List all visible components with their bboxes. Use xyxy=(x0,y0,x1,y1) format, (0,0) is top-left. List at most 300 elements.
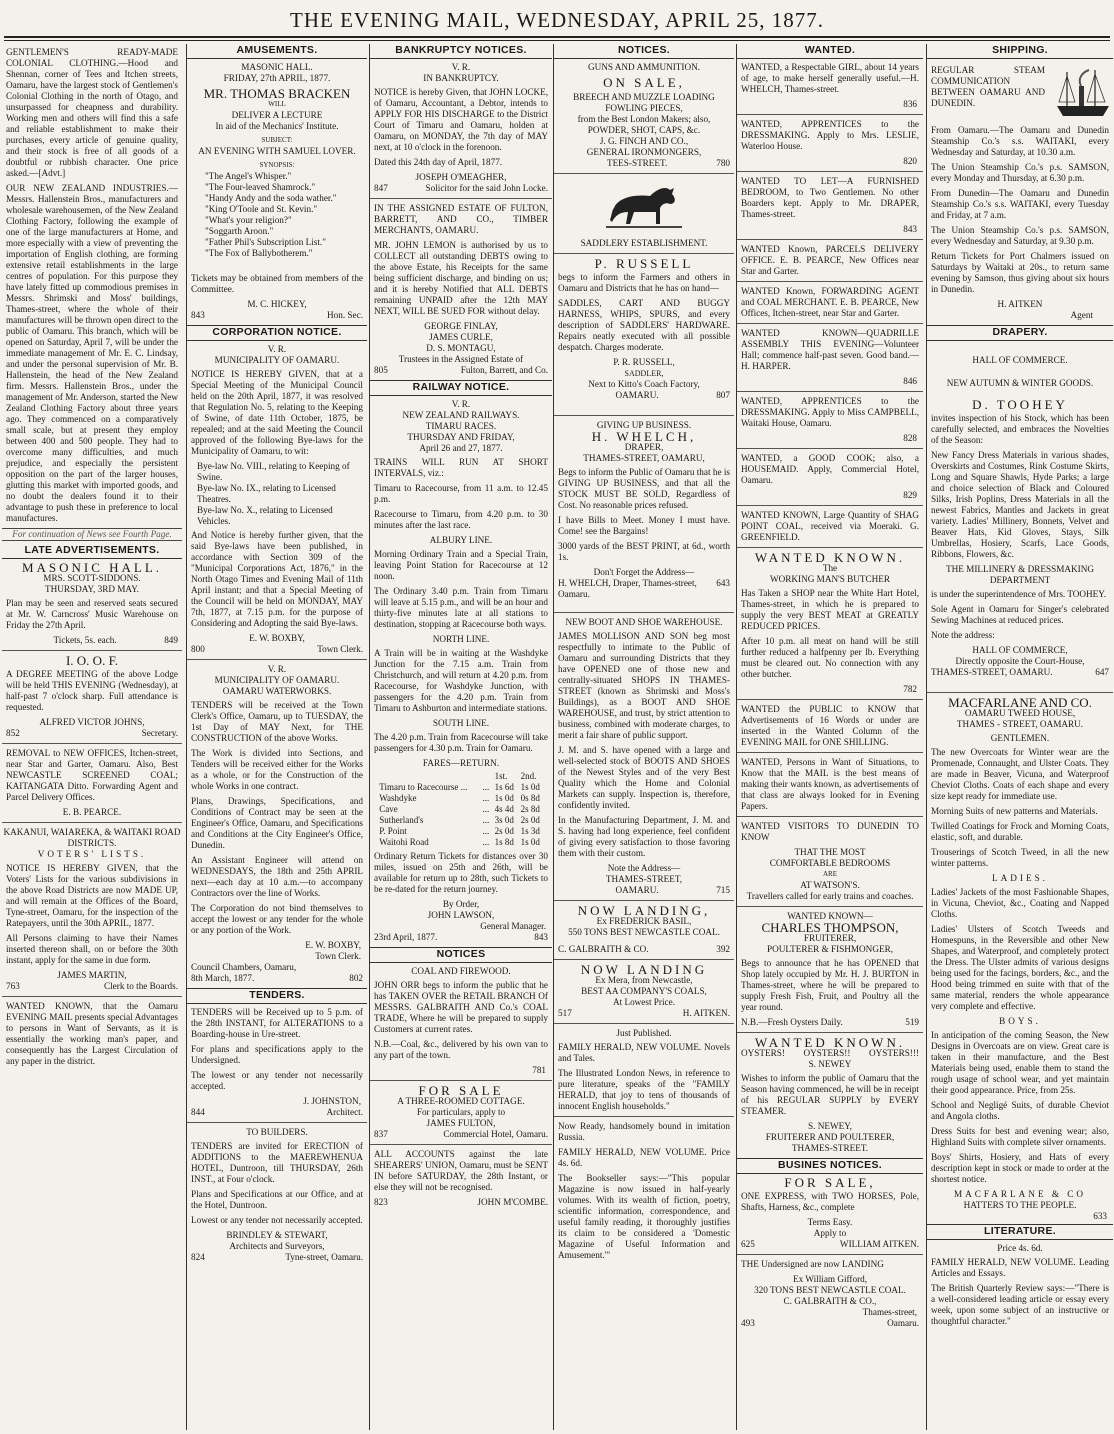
thames: THAMES-STREET, OAMARU, xyxy=(583,453,705,463)
wanted-known-2: WANTED KNOWN— xyxy=(787,911,873,921)
late-ads-header: LATE ADVERTISEMENTS. xyxy=(2,544,182,559)
oysters: OYSTERS! xyxy=(741,1048,785,1058)
clothing-notice: GENTLEMEN'S READY-MADE COLONIAL CLOTHING.—Hood and Shennan, corner of Tees and Itchen streets, Oamaru, have the largest stock of Gentlemen's Colonial Clothing in the north of Otago, and unsurpassed for cheapness and durability. Working men and others will find this a safe and reliable establishment to make their purchases, every article of genuine quality, and their stock is free of all goods of a doubtful or rubbish character. One price asked.—[Advt.] xyxy=(6,47,178,178)
municipality-2: MUNICIPALITY OF OAMARU. xyxy=(214,675,340,685)
tender-1: TENDERS will be Received up to 5 p.m. of the 28th INSTANT, for ALTERATIONS to a Boarding-house in Ure-street. xyxy=(191,1007,363,1039)
shipping-role: Agent xyxy=(1070,310,1093,320)
vr-crest-2: V. R. xyxy=(267,664,287,674)
fares-title: FARES—RETURN. xyxy=(422,758,500,768)
powder: POWDER, SHOT, CAPS, &c. xyxy=(587,125,701,135)
newey2: S. NEWEY, xyxy=(808,1121,852,1131)
boot-town: OAMARU. xyxy=(615,885,659,895)
ioof-body: A DEGREE MEETING of the above Lodge will be held THIS EVENING (Wednesday), at half-past 7 o'clock sharp. Full attendance is requested. xyxy=(6,669,178,712)
welch-addr: H. WHELCH, Draper, Thames-street, Oamaru. xyxy=(558,578,697,599)
galbraith: C. GALBRAITH & CO., xyxy=(783,1296,877,1306)
tenders-body: TENDERS will be received at the Town Clerk's Office, Oamaru, up to TUESDAY, the 1st Day of MAY Next, for THE CONSTRUCTION of the above Works. xyxy=(191,700,363,743)
tenders-header: TENDERS. xyxy=(187,988,367,1004)
column-2 xyxy=(186,44,367,1430)
table-row: P. Point ... 2s 0d 1s 3d xyxy=(379,826,540,836)
ad-number: 823 xyxy=(374,1197,388,1207)
terms: Terms Easy. xyxy=(807,1217,853,1227)
now-ready: Now Ready, handsomely bound in imitation Russia. xyxy=(558,1121,730,1142)
cottage-role: Commercial Hotel, Oamaru. xyxy=(443,1129,548,1139)
russell-role: SADDLER, xyxy=(624,369,664,378)
saddlery: SADDLERY ESTABLISHMENT. xyxy=(580,238,708,248)
ad-number: 844 xyxy=(191,1107,205,1117)
wanted-known-3: WANTED KNOWN. xyxy=(754,1035,906,1050)
ad-number: 852 xyxy=(6,728,20,738)
albury-line: ALBURY LINE. xyxy=(429,535,493,545)
synopsis-label: SYNOPSIS: xyxy=(259,161,295,169)
ad-number: 625 xyxy=(741,1239,755,1249)
welch-body: Begs to inform the Public of Oamaru that he is GIVING UP BUSINESS, and that all the STOCK MUST BE SOLD, Regardless of Cost. No reasonable prices refused. xyxy=(558,467,730,510)
millinery-body: is under the superintendence of Mrs. TOOHEY. xyxy=(931,589,1107,599)
ad-number: 847 xyxy=(374,183,388,193)
giving-up: GIVING UP BUSINESS. xyxy=(596,420,692,430)
newey-addr: THAMES-STREET. xyxy=(791,1143,869,1153)
subject-label: SUBJECT: xyxy=(261,136,293,144)
kakanui-sub: VOTERS' LISTS. xyxy=(37,849,147,859)
bank-body: NOTICE is hereby Given, that JOHN LOCKE, of Oamaru, Accountant, a Debtor, intends to APPLY FOR HIS DISCHARGE to the District Court of Timaru and Oamaru, holden at Oamaru, on MONDAY, the 7th day of MAY next, at 10 o'clock in the forenoon. xyxy=(374,87,548,152)
coal-title: COAL AND FIREWOOD. xyxy=(411,966,511,976)
new-autumn: NEW AUTUMN & WINTER GOODS. xyxy=(946,378,1094,388)
breech: BREECH AND MUZZLE LOADING FOWLING PIECES, xyxy=(573,92,715,113)
subject: AN EVENING WITH SAMUEL LOVER. xyxy=(198,146,356,156)
tender-1-role: Architect. xyxy=(326,1107,363,1117)
ad-number: 647 xyxy=(1095,667,1109,677)
for-sale: FOR SALE xyxy=(418,1083,504,1098)
north-line: NORTH LINE. xyxy=(432,634,490,644)
wanted-header: WANTED. xyxy=(737,44,923,59)
industries-article: OUR NEW ZEALAND INDUSTRIES.—Messrs. Hallenstein Bros., manufacturers and wholesale warehousemen, of the New Zealand Clothing Factory, following the example of one of the large manufacturers at Home, and more especially with a view of preventing the importation of English clothing, are forming extensive retail establishments in the large centres of population. For this purpose they have lately fitted up commodious premises in Messrs. Shrimski and Moss' buildings, Thames-street, where the whole of their manufactures will be thrown open direct to the public of Oamaru. This branch, which will be opened on Saturday, April 7, will be under the immediate management of Mr. E. C. Lindsay, and under the personal supervision of Mr. B. Hallenstein, the head of the New Zealand firm. Messrs. Hallenstein Bros., under the management of Mr. Anderson, started the New Zealand Clothing Factory about three years ago. They commenced on a comparatively small scale, but at present they employ between 400 and 500 people. They had to overcome many difficulties, and much prejudice, and especially the persistent opposition on the part of the larger houses, glutting this market with imported goods, and no doubt the dealers found it to their advantage to push these in preference to local manufactures. xyxy=(6,183,178,523)
oysters3: OYSTERS!!! xyxy=(868,1048,919,1058)
masonic-name: MRS. SCOTT-SIDDONS. xyxy=(43,573,141,583)
millinery: THE MILLINERY & DRESSMAKING DEPARTMENT xyxy=(946,564,1094,585)
welch-print: 3000 yards of the BEST PRINT, at 6d., worth 1s. xyxy=(558,541,730,562)
ad-number: 715 xyxy=(716,885,730,895)
bank-role: Solicitor for the said John Locke. xyxy=(425,183,548,193)
russell-body: begs to inform the Farmers and others in Oamaru and Districts that he has on hand— xyxy=(558,272,730,293)
ironmongers: GENERAL IRONMONGERS, xyxy=(586,147,702,157)
shipping-line: Return Tickets for Port Chalmers issued on Saturdays by Waitaki at 20s., to return same evening by Samson, thus giving about six hours in Dunedin. xyxy=(931,251,1109,294)
welch-forget: Don't Forget the Address— xyxy=(593,567,695,577)
boot-body3: In the Manufacturing Department, J. M. and S. having had long experience, feel confident of giving every satisfaction to those favoring them with their custom. xyxy=(558,815,730,858)
tenders-role: Town Clerk. xyxy=(315,951,361,961)
masthead-rule xyxy=(4,36,1110,38)
ad-number: 782 xyxy=(903,684,917,694)
ad-number: 846 xyxy=(903,376,917,386)
william-aitken: WILLIAM AITKEN. xyxy=(839,1239,919,1249)
ioof-sign: ALFRED VICTOR JOHNS, xyxy=(39,717,145,727)
estate-sign: D. S. MONTAGU, xyxy=(426,343,496,353)
wanted-ad: WANTED TO LET—A FURNISHED BEDROOM, to Two Gentlemen. No other Boarders kept. Apply to Mr. DRAPER, Thames-street. xyxy=(741,176,919,219)
fares-body: Ordinary Return Tickets for distances over 30 miles, issued on 25th and 26th, will be available for return up to 28th, such Tickets to be re-dated for the return journey. xyxy=(374,851,548,894)
aid: In aid of the Mechanics' Institute. xyxy=(215,121,339,131)
kakanui-sign: JAMES MARTIN, xyxy=(57,970,127,980)
landing: THE Undersigned are now LANDING xyxy=(741,1259,884,1269)
on-sale: ON SALE, xyxy=(603,75,685,90)
price: Price 4s. 6d. xyxy=(997,1243,1043,1253)
toohey-body: invites inspection of his Stock, which has been carefully selected, and embraces the Novelties of the Season: xyxy=(931,413,1109,445)
masonic-date: THURSDAY, 3RD MAY. xyxy=(45,584,139,594)
ad-number: 643 xyxy=(716,578,730,588)
shipping-line: The Union Steamship Co.'s p.s. SAMSON, every Monday and Thursday, at 6.30 p.m. xyxy=(931,162,1109,183)
accounts-sign: JOHN M'COMBE. xyxy=(477,1197,548,1207)
tenders-sign: E. W. BOXBY, xyxy=(305,940,361,950)
butcher-body: Has Taken a SHOP near the White Hart Hotel, Thames-street, in which he is prepared to supply the very BEST MEAT at GREATLY REDUCED PRICES. xyxy=(741,588,919,631)
newey: S. NEWEY xyxy=(808,1059,852,1069)
notices-header: NOTICES xyxy=(370,947,552,963)
just-published: Just Published. xyxy=(616,1028,672,1038)
kakanui-body2: All Persons claiming to have their Names inserted thereon shall, on or before the 30th instant, apply for the same in due form. xyxy=(6,933,178,965)
family-herald-2: FAMILY HERALD, NEW VOLUME. Price 4s. 6d. xyxy=(558,1147,730,1168)
makers: from the Best London Makers; also, xyxy=(577,114,711,124)
synopsis-item: "Handy Andy and the soda wather." xyxy=(205,193,337,203)
boys-body4: Boys' Shirts, Hosiery, and Hats of every description kept in stock or made to order at the shortest notice. xyxy=(931,1152,1109,1184)
comfort: THAT THE MOST xyxy=(794,847,866,857)
business-header: BUSINES NOTICES. xyxy=(737,1158,923,1174)
express: ONE EXPRESS, with TWO HORSES, Pole, Shafts, Harness, &c., complete xyxy=(741,1191,919,1212)
deliver: DELIVER A LECTURE xyxy=(231,110,323,120)
tickets-note: Tickets may be obtained from members of the Committee. xyxy=(191,273,363,294)
rail-body: TRAINS WILL RUN AT SHORT INTERVALS, viz.: xyxy=(374,457,548,478)
aitken: H. AITKEN. xyxy=(682,1008,730,1018)
gent-body3: Twilled Coatings for Frock and Morning Coats, elastic, soft, and durable. xyxy=(931,821,1109,842)
estate-role: Trustees in the Assigned Estate of xyxy=(398,354,524,364)
wanted-ad: WANTED Known, FORWARDING AGENT and COAL MERCHANT. E. B. PEARCE, New Offices, Itchen-street, near Star and Garter. xyxy=(741,286,919,318)
bank-dated: Dated this 24th day of April, 1877. xyxy=(374,157,503,167)
ad-number: 843 xyxy=(191,310,205,320)
estate-sign: GEORGE FINLAY, xyxy=(424,321,498,331)
corp-role: Town Clerk. xyxy=(317,644,363,654)
draper: DRAPER, xyxy=(624,442,664,452)
macfarlane: MACFARLANE AND CO. xyxy=(948,695,1092,710)
boot-addr: THAMES-STREET, xyxy=(605,874,683,884)
removal-sign: E. B. PEARCE. xyxy=(62,807,122,817)
butcher-body2: After 10 p.m. all meat on hand will be still further reduced a halfpenny per lb. Everything must be cleared out. No connection with any other butcher. xyxy=(741,636,919,679)
charles-body: Begs to announce that he has OPENED that Shop lately occupied by Mr. H. J. BURTON in Thames-street, where he will be prepared to supply Fresh Fish, Fruit, and Poultry all the year round. xyxy=(741,958,919,1012)
ad-number: 829 xyxy=(903,490,917,500)
column-1 xyxy=(2,44,182,1430)
timaru-races: TIMARU RACES. xyxy=(425,421,497,431)
table-row: Waitohi Road ... 1s 8d 1s 0d xyxy=(379,837,540,847)
family-herald-body: The Illustrated London News, in reference to pure literature, speaks of the "FAMILY HERALD, that joy to tens of thousands of innocent English households." xyxy=(558,1068,730,1111)
family-herald-2-body: The Bookseller says:—"This popular Magazine is now issued in half-yearly volumes. With its wealth of fiction, poetry, scientific information, correspondence, and useful family reading, it thoroughly justifies its claim to be considered a 'Domestic Magazine of Useful Information and Amusement.'" xyxy=(558,1173,730,1260)
tenders-body5: The Corporation do not bind themselves to accept the lowest or any tender for the whole or any portion of the Work. xyxy=(191,903,363,935)
synopsis-item: "Soggarth Aroon." xyxy=(205,226,274,236)
best-coals: BEST AA COMPANY'S COALS, xyxy=(581,986,707,996)
column-3 xyxy=(369,44,552,1430)
macfarlane-2: MACFARLANE & CO xyxy=(953,1189,1087,1199)
ad-number: 392 xyxy=(716,944,730,954)
shipping-line: The Union Steamship Co.'s p.s. SAMSON, every Wednesday and Saturday, at 9.30 p.m. xyxy=(931,225,1109,246)
shipping-lead xyxy=(927,62,1113,122)
oysters-nb: N.B.—Fresh Oysters Daily. xyxy=(741,1017,843,1027)
ladies-body: Ladies' Jackets of the most Fashionable Shapes, in Vicuna, Cheviot, &c., Coating and Napped Cloths. xyxy=(931,887,1109,919)
singer: Sole Agent in Oamaru for Singer's celebrated Sewing Machines at reduced prices. xyxy=(931,604,1109,625)
tenders-body3: Plans, Drawings, Specifications, and Conditions of Contract may be seen at the Engineer's Office, Oamaru, and Specifications and Conditions at the City Engineer's Office, Dunedin. xyxy=(191,796,363,850)
kakanui-body: NOTICE IS HEREBY GIVEN, that the Voters' Lists for the various subdivisions in the above Road Districts are now MADE UP, and will remain at the Offices of the Board, Tyne-street, Oamaru, for the inspection of the Ratepayers, until the 30th APRIL, 1877. xyxy=(6,863,178,928)
shipping-line: From Oamaru.—The Oamaru and Dunedin Steamship Co.'s s.s. WAITAKI, every Wednesday and Saturday, at 10.30 a.m. xyxy=(931,125,1109,157)
tenders-body4: An Assistant Engineer will attend on WEDNESDAYS, the 18th and 25th APRIL next—each day at 10 a.m.—to accompany Contractors over the line of Works. xyxy=(191,855,363,898)
ad-number: 807 xyxy=(716,390,730,400)
guns-title: GUNS AND AMMUNITION. xyxy=(587,62,701,72)
ad-number: 843 xyxy=(903,224,917,234)
wanted-ad: WANTED Known, PARCELS DELIVERY OFFICE. E. B. PEARCE, New Offices near Star and Garter. xyxy=(741,244,919,276)
masthead-rule-thin xyxy=(4,40,1110,41)
tender-2: TENDERS are invited for ERECTION of ADDITIONS to the MAEREWHENUA HOTEL, Duntroon, till THURSDAY, 26th INST., at Four o'clock. xyxy=(191,1141,363,1184)
shipping-sign: H. AITKEN xyxy=(997,299,1043,309)
hall2: HALL OF COMMERCE, xyxy=(972,645,1068,655)
family-herald: FAMILY HERALD, NEW VOLUME. Novels and Tales. xyxy=(558,1042,730,1063)
estate-sign: JAMES CURLE, xyxy=(429,332,493,342)
rail-date: 23rd April, 1877. xyxy=(374,932,438,942)
tenders-place: Council Chambers, Oamaru, xyxy=(191,962,297,972)
rail-role: General Manager. xyxy=(480,921,546,931)
boys-body2: School and Negligé Suits, of durable Cheviot and Angola cloths. xyxy=(931,1100,1109,1121)
wanted-ad: WANTED, a Respectable GIRL, about 14 years of age, to make herself generally useful.—H. WHELCH, Thames-street. xyxy=(741,62,919,94)
coal-nb: N.B.—Coal, &c., delivered by his own van to any part of the town. xyxy=(374,1039,548,1060)
synopsis-item: "The Four-leaved Shamrock." xyxy=(205,182,316,192)
tender-1-sign: J. JOHNSTON, xyxy=(303,1096,361,1106)
gent-body: The new Overcoats for Winter wear are the Promenade, Connaught, and Ulster Coats. They are made in Beaver, Vicuna, and Waterproof Cheviot Cloths. Coats of each shape and every size kept ready for immediate use. xyxy=(931,747,1109,801)
are: ARE xyxy=(823,870,837,878)
masonic-body: Plan may be seen and reserved seats secured at Mr. W. Carncross' Music Warehouse on Friday the 27th April. xyxy=(6,598,178,630)
column-6 xyxy=(926,44,1113,1430)
by-order: By Order, xyxy=(442,899,480,909)
estate-title: IN THE ASSIGNED ESTATE OF FULTON, BARRETT, AND CO., TIMBER MERCHANTS, OAMARU. xyxy=(374,203,548,235)
kakanui-title: KAKANUI, WAIAREKA, & WAITAKI ROAD DISTRICTS. xyxy=(3,827,181,848)
vr-crest-2: V. R. xyxy=(451,399,471,409)
lowest-price: At Lowest Price. xyxy=(612,997,675,1007)
newey-role: FRUITERER AND POULTERER, xyxy=(765,1132,895,1142)
venue: MASONIC HALL. xyxy=(241,62,313,72)
charles: CHARLES THOMPSON, xyxy=(761,920,899,935)
newey-body: Wishes to inform the public of Oamaru that the Season having commenced, he will be in receipt of his REGULAR SUPPLY by EVERY STEAMER. xyxy=(741,1073,919,1116)
toohey-body2: New Fancy Dress Materials in various shades, Overskirts and Costumes, Rink Costume Skirts, Long and Square Shawls, Hyde Parks; a large and choice selection of Black and Coloured Silks, Irish Poplins, Dress Materials in all the newest Fabrics, Mantles and Jackets in great variety. Ladies' Millinery, Bonnets, Velvet and Beaver Hats, Kid Gloves, Stays, Silk Umbrellas, Hosiery, Scarfs, Lace Goods, Ribbons, Flowers, &c. xyxy=(931,450,1109,559)
corp-body: NOTICE IS HEREBY GIVEN, that at a Special Meeting of the Municipal Council held on the 20th April, 1877, it was resolved that Regulation No. 5, relating to the Keeping of Swine, of date 11th October, 1875, be repealed; and at the said Meeting the Council approved of the following Bye-laws for the Municipality of Oamaru, to wit: xyxy=(191,369,363,456)
removal-body: REMOVAL to NEW OFFICES, Itchen-street, near Star and Garter, Oamaru. Also, Best NEWCASTLE SCREENED COAL; KAITANGATA Ditto. Forwarding Agent and Parcel Delivery Offices. xyxy=(6,748,178,802)
tenders-date: 8th March, 1877. xyxy=(191,973,255,983)
rail-l1: Timaru to Racecourse, from 11 a.m. to 12.45 p.m. xyxy=(374,483,548,504)
wanted-ad: WANTED, a GOOD COOK; also, a HOUSEMAID. Apply, Commercial Hotel, Oamaru. xyxy=(741,453,919,485)
tender-1c: The lowest or any tender not necessarily accepted. xyxy=(191,1070,363,1091)
comfort2: COMFORTABLE BEDROOMS xyxy=(769,858,891,868)
railway-header: RAILWAY NOTICE. xyxy=(370,380,552,396)
ad-number: 800 xyxy=(191,644,205,654)
note-address: Note the address: xyxy=(931,630,995,640)
waterworks: OAMARU WATERWORKS. xyxy=(222,686,332,696)
thames2: THAMES - STREET, OAMARU. xyxy=(956,719,1084,729)
thames: THAMES-STREET, OAMARU. xyxy=(931,667,1053,677)
wanted-ad: WANTED, Persons in Want of Situations, to Know that the MAIL is the best means of making their wants known, as advertisements of that class are always looked for in Evening Papers. xyxy=(741,757,919,811)
corp-sign: E. W. BOXBY, xyxy=(249,633,305,643)
russell-sign: P. R. RUSSELL, xyxy=(613,357,675,367)
now-landing: NOW LANDING, xyxy=(577,903,711,918)
tees-street: TEES-STREET. xyxy=(606,158,668,168)
cottage-sign: JAMES FULTON, xyxy=(426,1118,496,1128)
ad-number: 828 xyxy=(903,433,917,443)
ad-number: 781 xyxy=(532,1065,546,1075)
boys-body3: Dress Suits for best and evening wear; also, Highland Suits with complete silver ornaments. xyxy=(931,1126,1109,1147)
galbraith-town: Oamaru. xyxy=(887,1318,919,1328)
ad-number: 763 xyxy=(6,981,20,991)
gifford: Ex William Gifford, xyxy=(792,1274,868,1284)
ladies-body2: Ladies' Ulsters of Scotch Tweeds and Homespuns, in the Reversible and other New Shapes, and Waterproof, and completely protect the Dress. The Ulster admits of various designs being used for the facings, borders, &c., and the Hood being trimmed en suite with that of the same material, renders the whole appearance very complete and effective. xyxy=(931,924,1109,1011)
synopsis-item: "The Fox of Ballybotherem." xyxy=(205,248,313,258)
rail-sign: JOHN LAWSON, xyxy=(427,910,495,920)
wanted-ad: WANTED, APPRENTICES to the DRESSMAKING. Apply to Miss CAMPBELL, Waitaki House, Oamaru. xyxy=(741,396,919,428)
ad-number: 517 xyxy=(558,1008,572,1018)
ad-number: 849 xyxy=(164,635,178,645)
column-5 xyxy=(736,44,923,1430)
synopsis-item: "The Angel's Whisper." xyxy=(205,171,292,181)
boys-body: In anticipation of the coming Season, the New Designs in Overcoats are on view. Great care is taken in their manufacture, and the Best Materials being used, enable them to stand the rough usage of school wear, and yet maintain their good appearance. Price, from 25s. xyxy=(931,1030,1109,1095)
table-row: Cave ... 4s 4d 2s 8d xyxy=(379,804,540,814)
ioof-role: Secretary. xyxy=(141,728,178,738)
will: WILL xyxy=(268,100,286,108)
tons: 550 TONS BEST NEWCASTLE COAL. xyxy=(568,927,720,937)
wanted-ad: WANTED KNOWN—QUADRILLE ASSEMBLY THIS EVENING—Volunteer Hall; commence half-past seven. Good band.—H. HARPER. xyxy=(741,328,919,371)
builders: TO BUILDERS. xyxy=(246,1127,308,1137)
synopsis-item: "Father Phil's Subscription List." xyxy=(205,237,326,247)
hatters: HATTERS TO THE PEOPLE. xyxy=(963,1200,1077,1210)
continuation-note: For continuation of News see Fourth Page. xyxy=(2,528,182,541)
opposite: Directly opposite the Court-House, xyxy=(955,656,1085,666)
lit-body: The British Quarterly Review says:—"There is a well-considered leading article or essay every week, upon some subject of an instructive or thoughtful character." xyxy=(931,1283,1109,1326)
butcher: WORKING MAN'S BUTCHER xyxy=(769,574,891,584)
oysters2: OYSTERS!! xyxy=(803,1048,851,1058)
galbraith-addr: Thames-street, xyxy=(862,1307,917,1317)
masonic-title: MASONIC HALL. xyxy=(21,560,163,575)
poulterer: POULTERER & FISHMONGER, xyxy=(766,944,893,954)
north-body: A Train will be in waiting at the Washdyke Junction for the 7.15 a.m. Train from Christchurch, and will return at 4.20 p.m. from Racecourse, for Washdyke Junction, with passengers for the 4.20 p.m. Train from Timaru to Ashburton and intermediate stations. xyxy=(374,648,548,713)
south-line: SOUTH LINE. xyxy=(432,718,490,728)
the: The xyxy=(822,563,838,573)
vr-crest: V. R. xyxy=(267,344,287,354)
boot-title: NEW BOOT AND SHOE WAREHOUSE. xyxy=(565,617,723,627)
wanted-ad: WANTED, APPRENTICES to the DRESSMAKING. Apply to Mrs. LESLIE, Waterloo House. xyxy=(741,119,919,151)
wanted-known-notice: WANTED KNOWN, that the Oamaru EVENING MAIL presents special Advantages to persons in Want of Servants, as it is essentially the working man's paper, and consequently has the Largest Circulation of any paper in the district. xyxy=(6,1001,178,1066)
table-row: Timaru to Racecourse ... ... 1s 6d 1s 0d xyxy=(379,782,540,792)
travellers: Travellers called for early trains and coaches. xyxy=(746,891,914,901)
wanted-ad: WANTED VISITORS TO DUNEDIN TO KNOW xyxy=(741,821,919,842)
lecturer: MR. THOMAS BRACKEN xyxy=(203,86,351,101)
gent-body2: Morning Suits of new patterns and Materials. xyxy=(931,806,1098,816)
boot-body2: J. M. and S. have opened with a large and well-selected stock of BOOTS AND SHOES of the Newest Styles and of the very Best Quality which the Home and Colonial Markets can supply. Inspection is, therefore, confidently invited. xyxy=(558,745,730,810)
south-body: The 4.20 p.m. Train from Racecourse will take passengers for 4.30 p.m. Train for Oamaru. xyxy=(374,732,548,753)
basil: Ex FREDERICK BASIL, xyxy=(596,916,692,926)
column-4 xyxy=(553,44,734,1430)
in-bankruptcy: IN BANKRUPTCY. xyxy=(423,73,499,83)
corp-body2: And Notice is hereby further given, that the said Bye-laws have been published, in accordance with Section 309 of the "Municipal Corporations Act, 1876," in the North Otago Times and Evening Mail of 11th April instant; and that a Special Meeting of the Council will be held on MONDAY, MAY 7th, 1877, at 7.15 p.m. for the purpose of Considering and Adopting the said Bye-laws. xyxy=(191,530,363,628)
masonic-tickets: Tickets, 5s. each. xyxy=(53,635,117,645)
ioof-title: I. O. O. F. xyxy=(65,653,119,668)
accounts-notice: ALL ACCOUNTS against the late SHEARERS' UNION, Oamaru, must be SENT IN before SATURDAY, the 28th Instant, or else they will not be recognised. xyxy=(374,1149,548,1192)
hickey-role: Hon. Sec. xyxy=(327,310,363,320)
tons: 320 TONS BEST NEWCASTLE COAL. xyxy=(754,1285,906,1295)
byelaw-item: Bye-law No. X., relating to Licensed Vehicles. xyxy=(197,505,333,526)
masthead: THE EVENING MAIL, WEDNESDAY, APRIL 25, 1877. xyxy=(290,8,824,32)
byelaws xyxy=(197,461,367,527)
galbraith: C. GALBRAITH & CO. xyxy=(558,944,649,954)
estate-body: MR. JOHN LEMON is authorised by us to COLLECT all outstanding DEBTS owing to the above Estate, his Receipts for the same being sufficient discharge, and binding on us; and it is hereby Notified that ALL DEBTS remaining UNPAID after the 12th MAY NEXT, WILL BE SUED FOR without delay. xyxy=(374,240,548,316)
finch: J. G. FINCH AND CO., xyxy=(599,136,689,146)
cottage: A THREE-ROOMED COTTAGE. xyxy=(397,1096,525,1106)
wanted-known: WANTED KNOWN. xyxy=(754,550,906,565)
tender-2-role: Architects and Surveyors, xyxy=(229,1241,325,1251)
tender-2-place: Tyne-street, Oamaru. xyxy=(285,1252,363,1262)
ad-number: 824 xyxy=(191,1252,205,1262)
for-sale: FOR SALE, xyxy=(784,1175,876,1190)
table-row: Washdyke ... 1s 0d 0s 8d xyxy=(379,793,540,803)
watson: AT WATSON'S. xyxy=(800,880,860,890)
nz-railways: NEW ZEALAND RAILWAYS. xyxy=(402,410,520,420)
synopsis-item: "What's your religion?" xyxy=(205,215,292,225)
boys: BOYS. xyxy=(999,1016,1041,1026)
ad-number: 843 xyxy=(534,932,548,942)
drapery-header: DRAPERY. xyxy=(927,325,1113,341)
horse-icon xyxy=(604,178,684,234)
russell-items: SADDLES, CART AND BUGGY HARNESS, WHIPS, SPURS, and every description of SADDLERS' HARDWARE. Repairs neatly executed with all possible despatch. Charges moderate. xyxy=(558,298,730,352)
notices-header: NOTICES. xyxy=(554,44,734,59)
race-days2: April 26 and 27, 1877. xyxy=(419,443,503,453)
ad-number: 836 xyxy=(903,99,917,109)
tender-2b: Plans and Specifications at our Office, and at the Hotel, Duntroon. xyxy=(191,1189,363,1210)
amusements-header: AMUSEMENTS. xyxy=(187,44,367,59)
toohey: D. TOOHEY xyxy=(972,397,1068,412)
rail-l2: Racecourse to Timaru, from 4.20 p.m. to 30 minutes after the last race. xyxy=(374,509,548,530)
shipping-line: From Dunedin—The Oamaru and Dunedin Steamship Co.'s s.s. WAITAKI, every Tuesday and Friday, at 7 a.m. xyxy=(931,188,1109,220)
wanted-ad: WANTED the PUBLIC to KNOW that Advertisements of 16 Words or under are inserted in the Wanted Column of the EVENING MAIL for ONE SHILLING. xyxy=(741,704,919,747)
boot-body: JAMES MOLLISON AND SON beg most respectfully to intimate to the Public of Oamaru and surrounding Districts that they have OPENED one of those new and centrally-situated SHOPS IN THAMES-STREET (known as Shrimski and Moss's Buildings), as a BOOT AND SHOE WAREHOUSE, and trust, by strict attention to business, combined with moderate charges, to merit a fair share of public support. xyxy=(558,631,730,740)
hall-of-commerce: HALL OF COMMERCE. xyxy=(972,355,1068,365)
welch-body2: I have Bills to Meet. Money I must have. Come! see the Bargains! xyxy=(558,515,730,536)
hickey-sign: M. C. HICKEY, xyxy=(247,299,307,309)
ad-number: 805 xyxy=(374,365,388,375)
synopsis-list xyxy=(205,171,367,259)
race-days: THURSDAY AND FRIDAY, xyxy=(407,432,515,442)
ad-number: 837 xyxy=(374,1129,388,1139)
tender-2-sign: BRINDLEY & STEWART, xyxy=(226,1230,328,1240)
gentlemen: GENTLEMEN. xyxy=(990,733,1050,743)
ad-number: 519 xyxy=(905,1017,919,1027)
wanted-ad: WANTED KNOWN, Large Quantity of SHAG POINT COAL, received via Moeraki. G. GREENFIELD. xyxy=(741,510,919,542)
ad-number: 493 xyxy=(741,1318,755,1328)
tenders-body2: The Work is divided into Sections, and Tenders will be received either for the Works as a whole, or for the Construction of the whole Works in one contract. xyxy=(191,748,363,791)
municipality: MUNICIPALITY OF OAMARU. xyxy=(214,355,340,365)
tender-2c: Lowest or any tender not necessarily accepted. xyxy=(191,1215,363,1225)
ad-number: 633 xyxy=(1093,1211,1107,1221)
synopsis-item: "King O'Toole and St. Kevin." xyxy=(205,204,318,214)
literature-header: LITERATURE. xyxy=(927,1224,1113,1240)
russell-town: OAMARU. xyxy=(615,390,659,400)
russell-addr: Next to Kitto's Coach Factory, xyxy=(588,379,700,389)
estate-role2: Fulton, Barrett, and Co. xyxy=(460,365,548,375)
boot-note: Note the Address— xyxy=(607,863,681,873)
russell: P. RUSSELL xyxy=(594,256,694,271)
steamship-icon xyxy=(1053,64,1113,122)
fares-table xyxy=(377,771,544,848)
ad-number: 780 xyxy=(716,158,730,168)
bank-sign: JOSEPH O'MEAGHER, xyxy=(415,172,507,182)
apply: Apply to xyxy=(813,1228,847,1238)
table-row: Sutherland's ... 3s 0d 2s 0d xyxy=(379,815,540,825)
gent-body4: Trouserings of Scotch Tweed, in all the new winter patterns. xyxy=(931,847,1109,868)
tweed-house: OAMARU TWEED HOUSE, xyxy=(964,708,1076,718)
table-row: 1st. 2nd. xyxy=(494,771,537,781)
albury-body2: The Ordinary 3.40 p.m. Train from Timaru will leave at 5.15 p.m., and will be an hour and thirty-five minutes late at all stations to destination, stopping at Racecourse both ways. xyxy=(374,586,548,629)
